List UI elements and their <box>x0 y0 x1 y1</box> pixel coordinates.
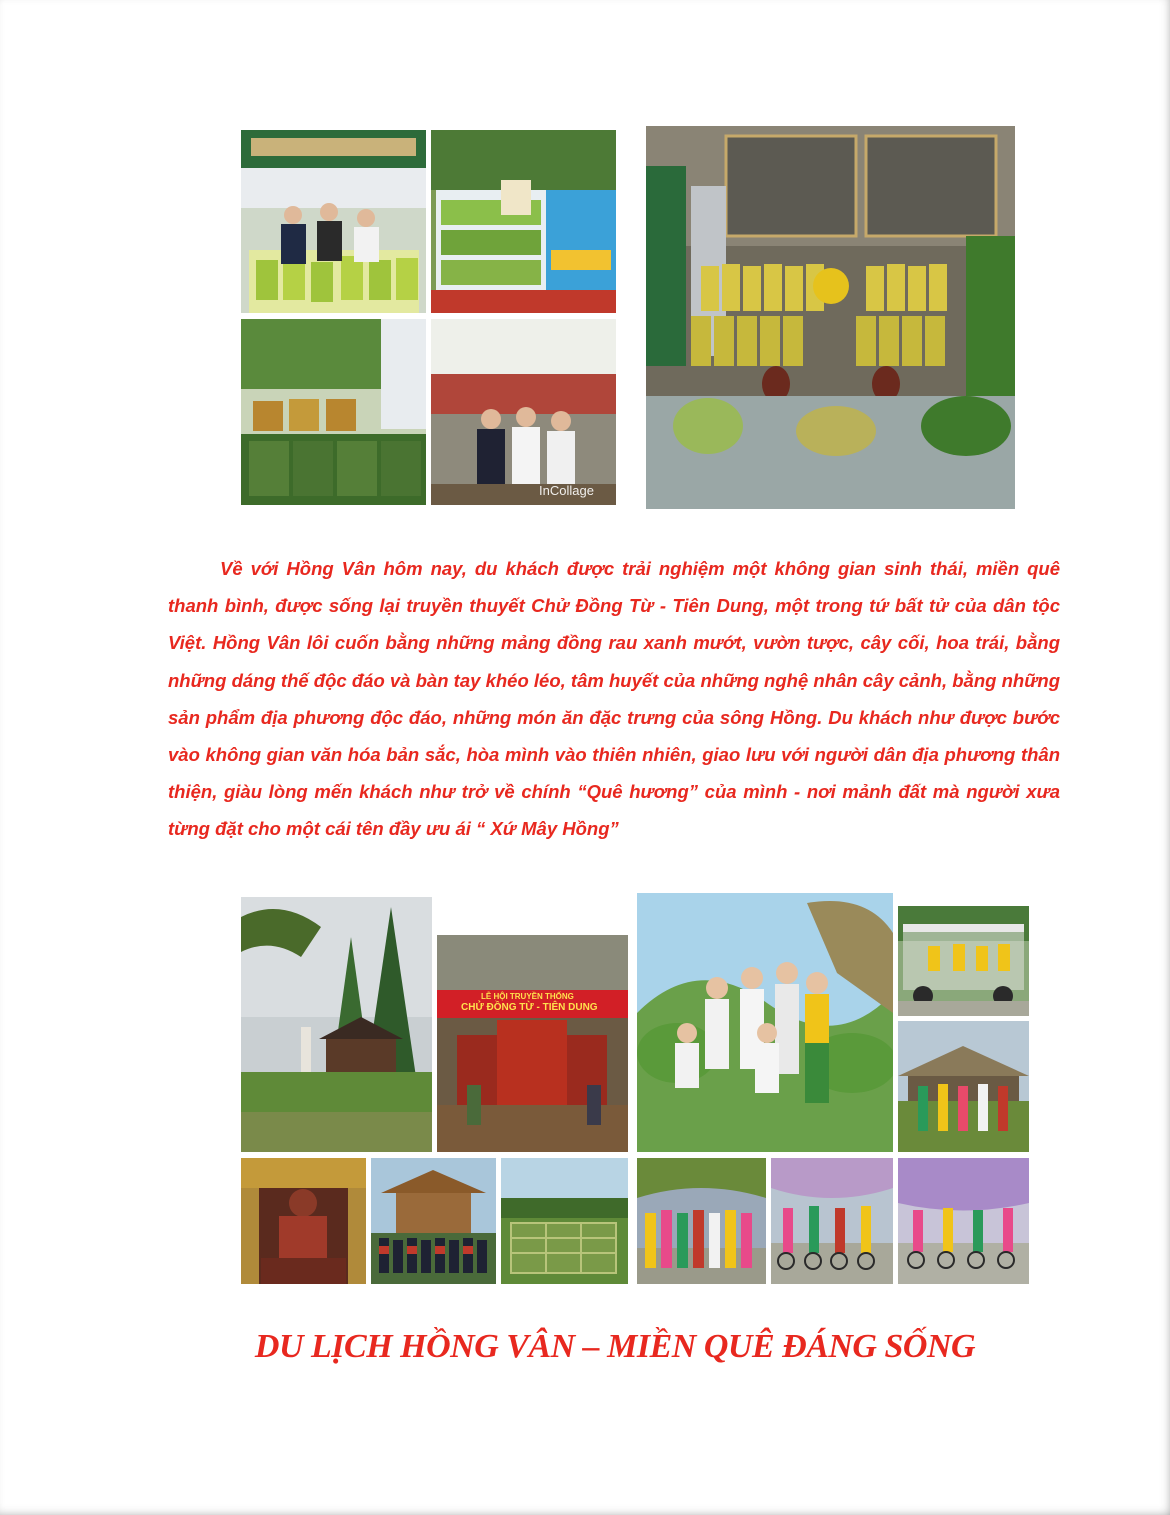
photo-green-fields <box>501 1158 628 1284</box>
photo-supermarket-visit <box>431 319 616 505</box>
photo-showroom-visitors <box>241 130 426 313</box>
photo-group-at-temple <box>371 1158 496 1284</box>
festival-banner-line1: LỄ HỘI TRUYỀN THỐNG <box>481 992 574 1001</box>
collage-watermark: InCollage <box>539 483 594 498</box>
photo-tea-product-display <box>646 126 1015 509</box>
photo-product-shelves <box>431 130 616 313</box>
photo-ao-dai-village <box>898 1021 1029 1152</box>
photo-bicycles-purple-trees <box>898 1158 1029 1284</box>
photo-festival-gate <box>437 935 628 1152</box>
photo-ao-dai-bicycles <box>771 1158 893 1284</box>
photo-ao-dai-group-lotus <box>637 893 893 1152</box>
photo-ao-dai-pergola <box>637 1158 766 1284</box>
photo-ancestor-statue <box>241 1158 366 1284</box>
intro-paragraph: Về với Hồng Vân hôm nay, du khách được trải nghiệm một không gian sinh thái, miền quê thanh bình, được sống lại truyền thuyết Chử Đồng Từ - Tiên Dung, một trong tứ bất tử của dân tộc Việt. Hồng Vân lôi cuốn bằng những mảng đồng rau xanh mướt, vườn tược, cây cối, hoa trái, bằng những dáng thế độc đáo và bàn tay khéo léo, tâm huyết của những nghệ nhân cây cảnh, bằng những sản phẩm địa phương độc đáo, những món ăn đặc trưng của sông Hồng. Du khách như được bước vào không gian văn hóa bản sắc, hòa mình vào thiên nhiên, giao lưu với người dân địa phương thân thiện, giàu lòng mến khách như trở về chính “Quê hương” của mình - nơi mảnh đất mà người xưa từng đặt cho một cái tên đầy ưu ái “ Xứ Mây Hồng” <box>168 558 1060 840</box>
photo-electric-cart <box>898 906 1029 1016</box>
closing-headline: DU LỊCH HỒNG VÂN – MIỀN QUÊ ĐÁNG SỐNG <box>254 1328 976 1365</box>
photo-temple-pine-trees <box>241 897 432 1152</box>
photo-vegetable-display <box>241 319 426 505</box>
festival-banner-line2: CHỬ ĐỒNG TỪ - TIÊN DUNG <box>461 1002 598 1013</box>
